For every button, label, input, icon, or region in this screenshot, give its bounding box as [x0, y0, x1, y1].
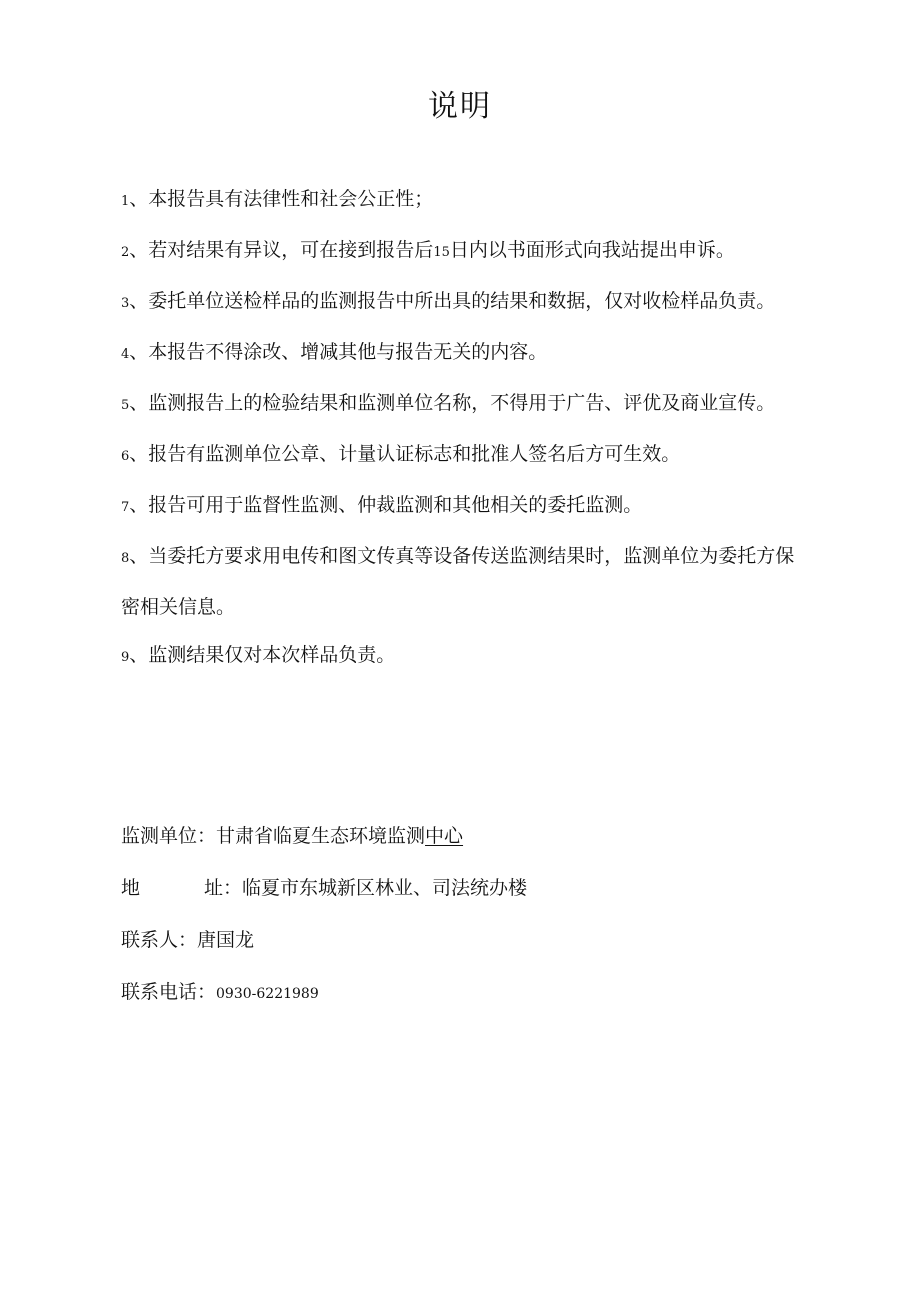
- notice-item-3: [121, 277, 801, 328]
- address-label: [121, 864, 204, 912]
- item-separator: 、: [129, 494, 149, 516]
- item-text: 报告可用于监督性监测、仲裁监测和其他相关的委托监测。: [148, 494, 643, 516]
- document-title: 说明: [428, 89, 492, 124]
- item-number: 6: [121, 449, 130, 464]
- item-text: 若对结果有异议，可在接到报告后: [148, 239, 434, 261]
- address-row: [121, 864, 801, 916]
- item-separator: 、: [129, 188, 149, 210]
- item-text: 当委托方要求用电传和图文传真等设备传送监测结果时，监测单位为委托方保密相关信息。: [121, 545, 795, 618]
- monitoring-unit-row: [121, 812, 801, 864]
- item-separator: 、: [129, 392, 149, 414]
- notice-item-5: [121, 379, 801, 430]
- notice-item-1: [121, 175, 801, 226]
- notice-item-2: [121, 226, 801, 277]
- item-text: 本报告不得涂改、增减其他与报告无关的内容。: [148, 341, 548, 363]
- monitoring-unit-name: 甘肃省临夏生态环境监测: [216, 825, 426, 847]
- contact-block: [121, 812, 801, 1020]
- item-separator: 、: [129, 644, 149, 666]
- notice-item-6: [121, 430, 801, 481]
- notice-item-7: [121, 481, 801, 532]
- item-number: 2: [121, 245, 130, 260]
- contact-person-label: 联系人：: [121, 929, 198, 951]
- phone-label: 联系电话：: [121, 981, 217, 1003]
- item-separator: 、: [129, 239, 149, 261]
- notice-list: [121, 175, 801, 682]
- contact-person-row: [121, 916, 801, 968]
- item-days: 15: [433, 245, 450, 260]
- monitoring-unit-label: 监测单位：: [121, 825, 217, 847]
- notice-item-9: [121, 631, 801, 682]
- item-text: 监测报告上的检验结果和监测单位名称，不得用于广告、评优及商业宣传。: [148, 392, 776, 414]
- item-text: 本报告具有法律性和社会公正性；: [148, 188, 434, 210]
- item-text: 报告有监测单位公章、计量认证标志和批准人签名后方可生效。: [148, 443, 681, 465]
- item-text: 委托单位送检样品的监测报告中所出具的结果和数据，仅对收检样品负责。: [148, 290, 776, 312]
- contact-person-value: 唐国龙: [197, 929, 255, 951]
- notice-item-8: [121, 532, 801, 631]
- address-label-part-2: 址：: [204, 877, 243, 899]
- item-number: 7: [121, 500, 130, 515]
- address-value: 临夏市东城新区林业、司法统办楼: [242, 877, 528, 899]
- item-number: 1: [121, 194, 130, 209]
- item-number: 5: [121, 398, 130, 413]
- item-number: 8: [121, 551, 130, 566]
- item-separator: 、: [129, 290, 149, 312]
- item-separator: 、: [129, 341, 149, 363]
- item-number: 3: [121, 296, 130, 311]
- item-separator: 、: [129, 443, 149, 465]
- monitoring-unit-name-underlined: 中心: [425, 825, 464, 847]
- phone-value: 0930-6221989: [216, 986, 319, 1002]
- item-text-cont: 日内以书面形式向我站提出申诉。: [449, 239, 735, 261]
- phone-row: [121, 968, 801, 1020]
- address-label-part-1: 地: [121, 877, 141, 899]
- item-text: 监测结果仅对本次样品负责。: [148, 644, 396, 666]
- item-separator: 、: [129, 545, 149, 567]
- item-number: 4: [121, 347, 130, 362]
- notice-item-4: [121, 328, 801, 379]
- item-number: 9: [121, 650, 130, 665]
